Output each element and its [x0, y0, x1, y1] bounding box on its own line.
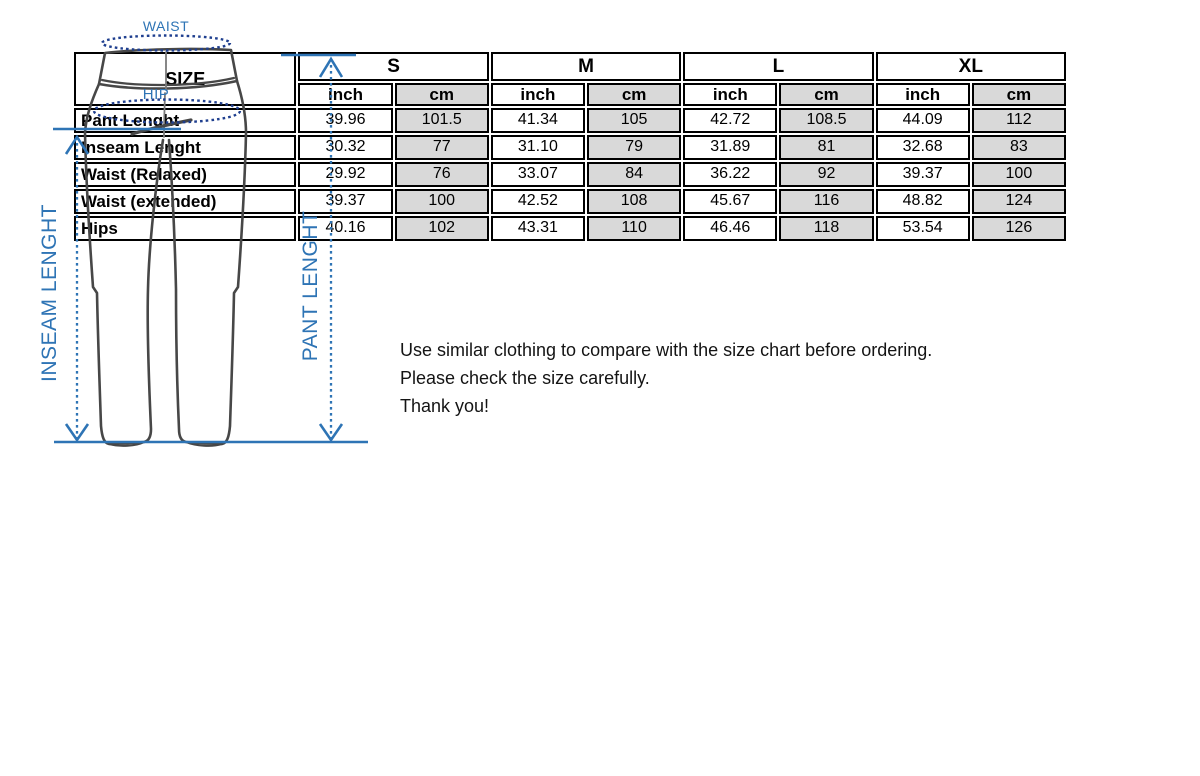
row-label: Hips	[74, 216, 296, 241]
table-cell: 30.32	[298, 135, 392, 160]
note-line: Please check the size carefully.	[400, 368, 650, 388]
table-cell: 81	[779, 135, 873, 160]
table-cell: 41.34	[491, 108, 585, 133]
table-cell: 44.09	[876, 108, 970, 133]
table-cell: 100	[972, 162, 1066, 187]
row-label: Waist (extended)	[74, 189, 296, 214]
table-cell: 79	[587, 135, 681, 160]
col-header-m: M	[491, 52, 681, 81]
table-cell: 124	[972, 189, 1066, 214]
col-header-s: S	[298, 52, 488, 81]
table-cell: 36.22	[683, 162, 777, 187]
table-cell: 77	[395, 135, 489, 160]
inseam-label: INSEAM LENGHT	[38, 203, 61, 383]
table-cell: 53.54	[876, 216, 970, 241]
table-cell: 102	[395, 216, 489, 241]
unit-header: cm	[972, 83, 1066, 106]
table-cell: 101.5	[395, 108, 489, 133]
table-cell: 40.16	[298, 216, 392, 241]
pants-left-leg	[85, 84, 163, 444]
row-label: Pant Lenght	[74, 108, 296, 133]
table-cell: 84	[587, 162, 681, 187]
table-cell: 42.52	[491, 189, 585, 214]
table-cell: 32.68	[876, 135, 970, 160]
table-cell: 92	[779, 162, 873, 187]
table-cell: 83	[972, 135, 1066, 160]
unit-header: inch	[876, 83, 970, 106]
hip-label: HIP	[142, 86, 170, 103]
col-header-xl: XL	[876, 52, 1066, 81]
table-cell: 76	[395, 162, 489, 187]
measurement-annotations	[38, 18, 368, 442]
table-cell: 46.46	[683, 216, 777, 241]
waist-label: WAIST	[142, 18, 190, 34]
note-line: Thank you!	[400, 396, 490, 416]
unit-header: inch	[491, 83, 585, 106]
table-cell: 42.72	[683, 108, 777, 133]
note-line: Use similar clothing to compare with the size chart before ordering.	[400, 340, 933, 360]
ordering-note	[400, 336, 1040, 420]
table-cell: 48.82	[876, 189, 970, 214]
table-cell: 43.31	[491, 216, 585, 241]
table-cell: 116	[779, 189, 873, 214]
unit-header: inch	[298, 83, 392, 106]
pants-measurement-diagram	[0, 0, 420, 486]
table-cell: 39.96	[298, 108, 392, 133]
pant-length-label: PANT LENGHT	[299, 210, 322, 362]
row-label: Inseam Lenght	[74, 135, 296, 160]
table-cell: 108.5	[779, 108, 873, 133]
pants-right-leg	[169, 81, 246, 444]
table-cell: 31.10	[491, 135, 585, 160]
size-corner-header: SIZE	[74, 52, 296, 106]
table-cell: 112	[972, 108, 1066, 133]
col-header-l: L	[683, 52, 873, 81]
table-cell: 29.92	[298, 162, 392, 187]
table-cell: 39.37	[876, 162, 970, 187]
table-cell: 105	[587, 108, 681, 133]
pants-sketch	[85, 49, 246, 446]
inseam-measure	[53, 129, 181, 440]
table-cell: 33.07	[491, 162, 585, 187]
table-cell: 45.67	[683, 189, 777, 214]
table-cell: 126	[972, 216, 1066, 241]
table-cell: 39.37	[298, 189, 392, 214]
table-cell: 31.89	[683, 135, 777, 160]
row-label: Waist (Relaxed)	[74, 162, 296, 187]
unit-header: cm	[395, 83, 489, 106]
unit-header: cm	[779, 83, 873, 106]
table-cell: 100	[395, 189, 489, 214]
pant-length-arrow-up-icon	[320, 59, 342, 77]
table-cell: 108	[587, 189, 681, 214]
unit-header: inch	[683, 83, 777, 106]
table-cell: 118	[779, 216, 873, 241]
unit-header: cm	[587, 83, 681, 106]
table-cell: 110	[587, 216, 681, 241]
